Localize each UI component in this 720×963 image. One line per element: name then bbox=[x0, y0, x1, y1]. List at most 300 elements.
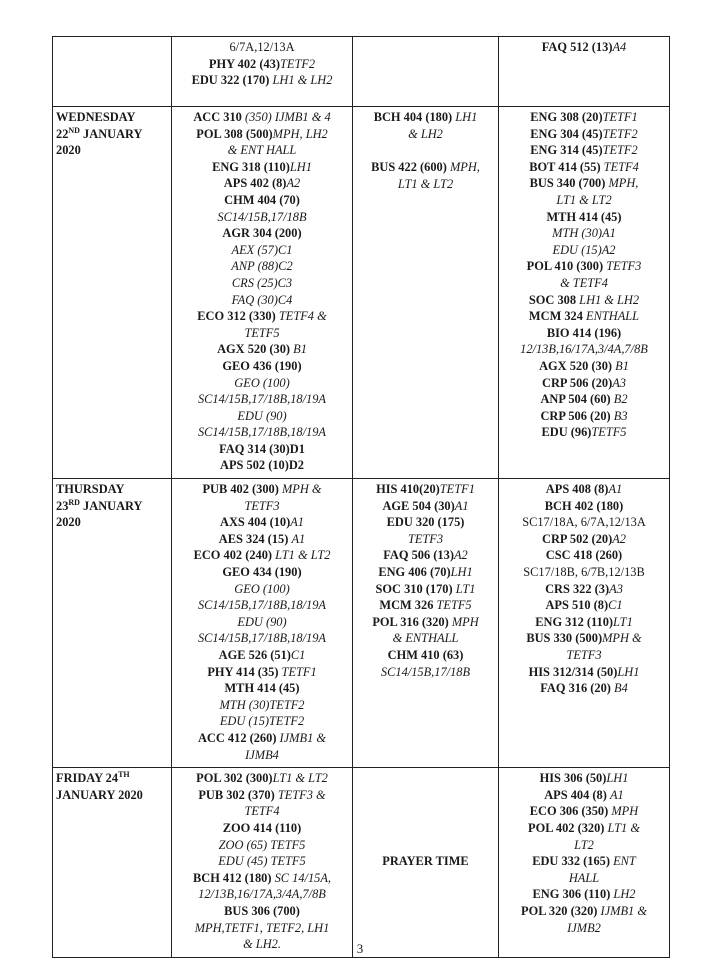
exam-entry-line bbox=[175, 647, 349, 664]
venue-text: LT1 & LT2 bbox=[556, 192, 612, 207]
course-text: ENG 304 (45) bbox=[530, 126, 603, 141]
venue-text: TETF3 bbox=[244, 498, 280, 513]
course-text: AES 324 (15) bbox=[218, 531, 292, 546]
course-text: EDU (96) bbox=[541, 425, 592, 440]
course-text: POL 320 (320) bbox=[521, 903, 601, 918]
exam-entry-line bbox=[175, 564, 349, 581]
venue-text: 12/13B,16/17A,3/4A,7/8B bbox=[198, 887, 326, 902]
exam-entry-line bbox=[175, 837, 349, 854]
day-label-line: THURSDAY bbox=[56, 482, 125, 497]
venue-text: IJMB1 & bbox=[279, 730, 326, 745]
exam-entry-line bbox=[502, 292, 666, 309]
venue-text: LT1 & bbox=[607, 820, 640, 835]
venue-text: A1 bbox=[608, 482, 623, 497]
exam-entry-line bbox=[175, 713, 349, 730]
venue-text: MPH, bbox=[608, 176, 639, 191]
venue-text: TETF2 bbox=[602, 126, 638, 141]
course-text: MTH 414 (45) bbox=[224, 681, 300, 696]
venue-text: EDU (15)A2 bbox=[552, 242, 616, 257]
exam-entry-line bbox=[502, 109, 666, 126]
venue-text: TETF1 bbox=[439, 482, 475, 497]
exam-entry-line bbox=[356, 597, 495, 614]
exam-timetable bbox=[52, 36, 670, 958]
exam-entry-line bbox=[502, 408, 666, 425]
course-text: BOT 414 (55) bbox=[529, 159, 604, 174]
venue-text: TETF1 bbox=[602, 110, 638, 124]
exam-entry-line bbox=[175, 630, 349, 647]
exam-entry-line bbox=[175, 803, 349, 820]
course-text: ENG 306 (110) bbox=[532, 887, 614, 902]
exam-entry-line bbox=[175, 597, 349, 614]
slot-midday-cell bbox=[353, 479, 499, 768]
venue-text: MPH & bbox=[281, 482, 322, 497]
exam-entry-line bbox=[175, 457, 349, 474]
exam-entry-line bbox=[502, 481, 666, 498]
exam-entry-line bbox=[356, 514, 495, 531]
exam-entry-line bbox=[175, 292, 349, 309]
exam-entry-line bbox=[356, 614, 495, 631]
slot-morning-cell bbox=[172, 479, 353, 768]
exam-entry-line bbox=[175, 886, 349, 903]
venue-text: & ENT HALL bbox=[227, 143, 297, 158]
exam-entry-line bbox=[175, 209, 349, 226]
course-text: AGX 520 (30) bbox=[217, 342, 294, 357]
exam-entry-line bbox=[502, 630, 666, 647]
exam-entry-line bbox=[175, 142, 349, 159]
venue-text: MPH,TETF1, TETF2, LH1 bbox=[194, 920, 330, 935]
exam-entry-line bbox=[502, 225, 666, 242]
course-text: CRP 506 (20) bbox=[540, 408, 614, 423]
slot-morning-cell bbox=[172, 768, 353, 958]
course-text: SC17/18B, 6/7B,12/13B bbox=[523, 565, 645, 580]
exam-entry-line bbox=[175, 697, 349, 714]
exam-entry-line bbox=[356, 159, 495, 176]
venue-text: A2 bbox=[453, 548, 468, 563]
course-text: FAQ 314 (30)D1 bbox=[219, 441, 305, 456]
venue-text: LH1 bbox=[455, 110, 478, 124]
venue-text: LT2 bbox=[574, 837, 594, 852]
venue-text: GEO (100) bbox=[234, 581, 290, 596]
exam-entry-line bbox=[502, 325, 666, 342]
exam-entry-line bbox=[175, 424, 349, 441]
course-text: CHM 404 (70) bbox=[224, 192, 300, 207]
exam-entry-line bbox=[175, 853, 349, 870]
course-text: APS 510 (8) bbox=[545, 598, 609, 613]
exam-entry-line bbox=[502, 614, 666, 631]
venue-text: SC14/15B,17/18B,18/19A bbox=[197, 631, 327, 646]
exam-entry-line bbox=[175, 242, 349, 259]
course-text: ECO 306 (350) bbox=[529, 804, 612, 819]
exam-entry-line bbox=[175, 730, 349, 747]
course-text: CHM 410 (63) bbox=[387, 648, 464, 662]
venue-text: GEO (100) bbox=[234, 375, 290, 390]
day-label-line: JANUARY 2020 bbox=[56, 787, 143, 802]
exam-entry-line bbox=[502, 886, 666, 903]
exam-entry-line bbox=[502, 358, 666, 375]
exam-entry-line bbox=[175, 56, 349, 73]
course-text: BIO 414 (196) bbox=[546, 325, 622, 340]
course-text: ACC 412 (260) bbox=[197, 730, 280, 745]
course-text: ANP 504 (60) bbox=[540, 392, 614, 407]
venue-text: TETF3 bbox=[566, 648, 602, 662]
exam-entry-line bbox=[356, 109, 495, 126]
exam-entry-line bbox=[175, 581, 349, 598]
venue-text: A3 bbox=[609, 581, 623, 596]
slot-midday-cell bbox=[353, 37, 499, 107]
exam-entry-line bbox=[356, 581, 495, 598]
venue-text: TETF4 & bbox=[278, 309, 327, 324]
exam-entry-line bbox=[175, 547, 349, 564]
course-text: FAQ 316 (20) bbox=[540, 681, 614, 696]
exam-entry-line bbox=[502, 680, 666, 697]
day-cell bbox=[53, 37, 172, 107]
course-text: POL 302 (300) bbox=[196, 771, 273, 786]
course-text: FAQ 506 (13) bbox=[383, 548, 454, 563]
course-text: GEO 436 (190) bbox=[222, 358, 302, 373]
venue-text: A1 bbox=[609, 787, 624, 802]
course-text: POL 410 (300) bbox=[526, 259, 607, 274]
exam-entry-line bbox=[175, 325, 349, 342]
exam-entry-line bbox=[502, 142, 666, 159]
exam-entry-line bbox=[175, 225, 349, 242]
exam-entry-line bbox=[502, 498, 666, 515]
exam-entry-line bbox=[175, 72, 349, 89]
course-text: APS 502 (10)D2 bbox=[220, 458, 304, 473]
exam-entry-line bbox=[502, 647, 666, 664]
exam-entry-line bbox=[502, 424, 666, 441]
venue-text: B1 bbox=[293, 342, 307, 357]
course-text: PHY 402 (43) bbox=[208, 56, 280, 71]
venue-text: TETF4 bbox=[603, 159, 639, 174]
venue-text: SC 14/15A, bbox=[274, 870, 332, 885]
venue-text: A1 bbox=[454, 498, 469, 513]
exam-entry-line bbox=[175, 531, 349, 548]
slot-afternoon-cell bbox=[499, 37, 670, 107]
course-text: CRP 506 (20) bbox=[542, 375, 613, 390]
slot-afternoon-cell bbox=[499, 768, 670, 958]
exam-entry-line bbox=[175, 126, 349, 143]
exam-entry-line bbox=[175, 920, 349, 937]
venue-text: (350) IJMB1 & 4 bbox=[244, 110, 331, 124]
exam-entry-line bbox=[175, 258, 349, 275]
venue-text: A4 bbox=[612, 40, 627, 54]
slot-afternoon-cell bbox=[499, 107, 670, 479]
day-label-line: FRIDAY 24TH bbox=[56, 770, 130, 786]
exam-entry-line bbox=[175, 358, 349, 375]
course-text: HIS 312/314 (50) bbox=[528, 664, 618, 679]
venue-text: B4 bbox=[614, 681, 628, 696]
exam-entry-line bbox=[356, 531, 495, 548]
venue-text: B2 bbox=[613, 392, 628, 407]
venue-text: LT1 & LT2 bbox=[275, 548, 331, 563]
exam-entry-line bbox=[356, 630, 495, 647]
exam-entry-line bbox=[502, 770, 666, 787]
venue-text: & LH2. bbox=[243, 937, 281, 952]
venue-text: IJMB2 bbox=[567, 920, 601, 935]
slot-midday-cell bbox=[353, 768, 499, 958]
exam-entry-line bbox=[502, 597, 666, 614]
exam-entry-line bbox=[175, 275, 349, 292]
exam-entry-line bbox=[502, 39, 666, 56]
course-text: EDU 322 (170) bbox=[191, 73, 273, 88]
exam-entry-line bbox=[175, 308, 349, 325]
course-text: ECO 402 (240) bbox=[193, 548, 276, 563]
exam-entry-line bbox=[502, 175, 666, 192]
day-label-line: 2020 bbox=[56, 143, 81, 158]
exam-entry-line bbox=[502, 514, 666, 531]
course-text: CRS 322 (3) bbox=[545, 581, 610, 596]
venue-text: SC14/15B,17/18B,18/19A bbox=[197, 598, 327, 613]
exam-entry-line bbox=[175, 109, 349, 126]
exam-entry-line bbox=[502, 803, 666, 820]
exam-entry-line bbox=[175, 341, 349, 358]
course-text: BUS 306 (700) bbox=[224, 903, 300, 918]
course-text: PUB 402 (300) bbox=[202, 482, 282, 497]
venue-text: TETF5 bbox=[244, 325, 280, 340]
venue-text: SC14/15B,17/18B bbox=[217, 209, 307, 224]
course-text: ZOO 414 (110) bbox=[222, 820, 302, 835]
course-text: GEO 434 (190) bbox=[222, 565, 302, 580]
venue-text: MPH, LH2 bbox=[272, 126, 328, 141]
day-label-line: WEDNESDAY bbox=[56, 110, 136, 124]
exam-entry-line bbox=[502, 341, 666, 358]
venue-text: LH1 bbox=[450, 565, 473, 580]
course-text: BUS 340 (700) bbox=[529, 176, 609, 191]
page-number: 3 bbox=[356, 941, 364, 956]
exam-entry-line bbox=[502, 564, 666, 581]
venue-text: LH1 bbox=[606, 771, 629, 786]
exam-entry-line bbox=[356, 547, 495, 564]
venue-text: AEX (57)C1 bbox=[231, 242, 293, 257]
venue-text: MPH & bbox=[602, 631, 642, 646]
exam-entry-line bbox=[502, 308, 666, 325]
exam-entry-line bbox=[175, 159, 349, 176]
venue-text: LT1 & LT2 bbox=[272, 771, 328, 786]
exam-entry-line bbox=[175, 498, 349, 515]
exam-entry-line bbox=[175, 192, 349, 209]
course-text: AGE 504 (30) bbox=[382, 498, 455, 513]
exam-entry-line bbox=[502, 258, 666, 275]
course-text: PHY 414 (35) bbox=[207, 664, 282, 679]
venue-text: A3 bbox=[612, 375, 626, 390]
slot-midday-cell bbox=[353, 107, 499, 479]
course-text: AXS 404 (10) bbox=[220, 515, 291, 530]
exam-entry-line bbox=[356, 647, 495, 664]
exam-entry-line bbox=[175, 391, 349, 408]
exam-entry-line bbox=[356, 481, 495, 498]
venue-text: B1 bbox=[615, 358, 629, 373]
course-text: MCM 326 bbox=[379, 598, 437, 613]
venue-text: CRS (25)C3 bbox=[231, 275, 293, 290]
venue-text: & ENTHALL bbox=[392, 631, 459, 646]
exam-entry-line bbox=[356, 564, 495, 581]
course-text: SOC 310 (170) bbox=[375, 581, 456, 596]
venue-text: TETF3 bbox=[407, 531, 444, 546]
venue-text: MTH (30)A1 bbox=[552, 226, 616, 241]
venue-text: A2 bbox=[612, 531, 626, 546]
exam-entry-line bbox=[502, 375, 666, 392]
venue-text: HALL bbox=[568, 870, 600, 885]
venue-text: TETF5 bbox=[436, 598, 472, 613]
venue-text: LT1 bbox=[455, 581, 476, 596]
course-text: AGR 304 (200) bbox=[222, 226, 302, 241]
exam-entry-line bbox=[175, 680, 349, 697]
venue-text: SC14/15B,17/18B bbox=[380, 664, 471, 679]
exam-entry-line bbox=[502, 391, 666, 408]
course-text: ENG 406 (70) bbox=[378, 565, 451, 580]
venue-text: & LH2 bbox=[408, 126, 443, 141]
exam-entry-line bbox=[502, 547, 666, 564]
course-text: AGX 520 (30) bbox=[539, 358, 616, 373]
day-cell bbox=[53, 107, 172, 479]
venue-text: B3 bbox=[613, 408, 628, 423]
venue-text: IJMB1 & bbox=[600, 903, 647, 918]
course-text: EDU 320 (175) bbox=[386, 515, 465, 530]
course-text: POL 308 (500) bbox=[196, 126, 273, 141]
course-text: BUS 422 (600) bbox=[371, 160, 450, 175]
venue-text: MPH bbox=[451, 614, 479, 629]
timetable-row-friday bbox=[53, 768, 670, 958]
exam-entry-line bbox=[356, 664, 495, 681]
venue-text: MPH bbox=[611, 804, 639, 819]
day-label-line: 22ND JANUARY bbox=[56, 125, 143, 141]
venue-text: ENTHALL bbox=[586, 309, 640, 324]
exam-entry-line bbox=[502, 920, 666, 937]
exam-entry-line bbox=[175, 787, 349, 804]
exam-entry-line bbox=[502, 159, 666, 176]
exam-entry-line bbox=[502, 242, 666, 259]
venue-text: LH1 bbox=[289, 159, 312, 174]
venue-text: LH1 & LH2 bbox=[579, 292, 640, 307]
course-text: PUB 302 (370) bbox=[198, 787, 278, 802]
course-text: 6/7A,12/13A bbox=[229, 40, 295, 54]
course-text: APS 408 (8) bbox=[545, 482, 609, 497]
exam-entry-line bbox=[175, 870, 349, 887]
course-text: BCH 404 (180) bbox=[373, 110, 456, 124]
exam-entry-line bbox=[502, 209, 666, 226]
slot-afternoon-cell bbox=[499, 479, 670, 768]
course-text: BCH 412 (180) bbox=[192, 870, 275, 885]
venue-text: TETF3 & bbox=[277, 787, 326, 802]
venue-text: C1 bbox=[608, 598, 623, 613]
venue-text: TETF3 bbox=[606, 259, 642, 274]
venue-text: MPH, bbox=[449, 160, 480, 175]
course-text: ENG 314 (45) bbox=[530, 143, 603, 158]
slot-morning-cell bbox=[172, 37, 353, 107]
exam-entry-line bbox=[175, 481, 349, 498]
exam-entry-line bbox=[175, 441, 349, 458]
exam-entry-line bbox=[502, 853, 666, 870]
venue-text: EDU (45) TETF5 bbox=[218, 854, 306, 869]
course-text: POL 316 (320) bbox=[372, 614, 452, 629]
venue-text: TETF1 bbox=[281, 664, 317, 679]
course-text: MTH 414 (45) bbox=[546, 209, 622, 224]
day-label-line: 2020 bbox=[56, 515, 81, 530]
exam-entry-line bbox=[175, 747, 349, 764]
exam-entry-line bbox=[502, 870, 666, 887]
venue-text: SC14/15B,17/18B,18/19A bbox=[197, 392, 327, 407]
venue-text: EDU (90) bbox=[237, 614, 287, 629]
venue-text: LT1 bbox=[613, 614, 633, 629]
venue-text: LT1 & LT2 bbox=[397, 176, 454, 191]
exam-entry-line bbox=[502, 126, 666, 143]
venue-text: EDU (90) bbox=[237, 408, 287, 423]
course-text: CSC 418 (260) bbox=[545, 548, 623, 563]
venue-text: LH1 bbox=[617, 664, 640, 679]
slot-morning-cell bbox=[172, 107, 353, 479]
course-text: HIS 306 (50) bbox=[539, 771, 607, 786]
timetable-row-thursday bbox=[53, 479, 670, 768]
exam-entry-line bbox=[356, 142, 495, 159]
exam-entry-line bbox=[175, 820, 349, 837]
course-text: HIS 410(20) bbox=[376, 482, 440, 497]
exam-entry-line bbox=[175, 664, 349, 681]
course-text: MCM 324 bbox=[528, 309, 587, 324]
exam-entry-line bbox=[502, 820, 666, 837]
exam-entry-line bbox=[175, 514, 349, 531]
course-text: ENG 308 (20) bbox=[530, 110, 603, 124]
venue-text: SC14/15B,17/18B,18/19A bbox=[197, 425, 327, 440]
course-text: SC17/18A, 6/7A,12/13A bbox=[522, 515, 646, 530]
course-text: ENG 318 (110) bbox=[212, 159, 290, 174]
course-text: APS 402 (8) bbox=[223, 176, 287, 191]
exam-entry-line bbox=[502, 787, 666, 804]
course-text: BCH 402 (180) bbox=[544, 498, 624, 513]
exam-entry-line bbox=[175, 770, 349, 787]
exam-entry-line bbox=[356, 126, 495, 143]
course-text: ENG 312 (110) bbox=[535, 614, 614, 629]
exam-entry-line bbox=[502, 531, 666, 548]
course-text: AGE 526 (51) bbox=[218, 648, 291, 662]
venue-text: EDU (15)TETF2 bbox=[219, 714, 305, 729]
exam-entry-line bbox=[175, 614, 349, 631]
venue-text: LH1 & LH2 bbox=[272, 73, 333, 88]
exam-entry-line bbox=[175, 39, 349, 56]
exam-entry-line bbox=[502, 192, 666, 209]
course-text: BUS 330 (500) bbox=[526, 631, 603, 646]
course-text: APS 404 (8) bbox=[544, 787, 610, 802]
venue-text: A1 bbox=[290, 515, 304, 530]
exam-entry-line bbox=[502, 275, 666, 292]
exam-entry-line bbox=[175, 903, 349, 920]
slot-note: PRAYER TIME bbox=[382, 854, 469, 869]
venue-text: A2 bbox=[286, 176, 301, 191]
exam-entry-line bbox=[356, 498, 495, 515]
venue-text: TETF2 bbox=[602, 143, 638, 158]
exam-entry-line bbox=[175, 175, 349, 192]
venue-text: 12/13B,16/17A,3/4A,7/8B bbox=[520, 342, 648, 357]
exam-entry-line bbox=[356, 176, 495, 193]
course-text: FAQ 512 (13) bbox=[541, 40, 613, 54]
timetable-row-continued bbox=[53, 37, 670, 107]
course-text: ACC 310 bbox=[193, 110, 245, 124]
course-text: EDU 332 (165) bbox=[532, 854, 614, 869]
day-cell bbox=[53, 479, 172, 768]
timetable-row-wednesday bbox=[53, 107, 670, 479]
exam-entry-line bbox=[502, 903, 666, 920]
venue-text: MTH (30)TETF2 bbox=[219, 697, 305, 712]
venue-text: & TETF4 bbox=[560, 275, 608, 290]
day-cell bbox=[53, 768, 172, 958]
exam-entry-line bbox=[175, 408, 349, 425]
venue-text: ENT bbox=[613, 854, 636, 869]
day-label-line: 23RD JANUARY bbox=[56, 497, 143, 513]
exam-entry-line bbox=[502, 581, 666, 598]
venue-text: TETF2 bbox=[280, 56, 316, 71]
course-text: POL 402 (320) bbox=[528, 820, 608, 835]
venue-text: IJMB4 bbox=[245, 747, 279, 762]
course-text: CRP 502 (20) bbox=[542, 531, 613, 546]
